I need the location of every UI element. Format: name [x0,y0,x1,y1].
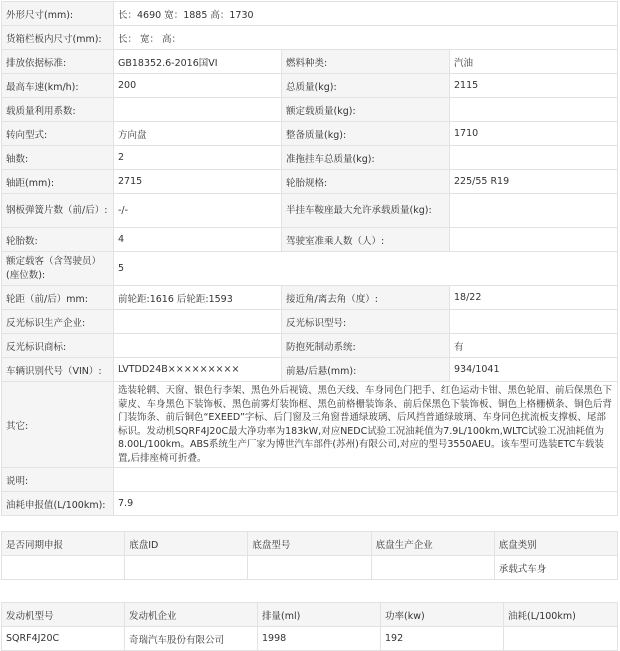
rated-passengers-value: 5 [114,252,618,286]
axles-label: 轴数: [2,146,114,170]
chassis-cell-sync [2,556,125,580]
chassis-table [1,531,618,580]
cab-passengers-label: 驾驶室准乘人数（人）: [282,228,450,252]
approach-angle-value: 18/22 [450,286,618,310]
table-row [2,74,618,98]
load-coeff-label: 载质量利用系数: [2,98,114,122]
chassis-header-sync: 是否同期申报 [2,532,125,556]
table-row [2,2,618,26]
reflector-model-label: 反光标识型号: [282,310,450,334]
fuel-declared-label: 油耗申报值(L/100km): [2,492,114,516]
trailer-mass-value [450,146,618,170]
table-row [2,382,618,468]
overhang-label: 前悬/后悬(mm): [282,358,450,382]
table-row [2,170,618,194]
table-row [2,334,618,358]
semi-trailer-load-value [450,194,618,228]
trailer-mass-label: 准拖挂车总质量(kg): [282,146,450,170]
other-value: 选装轮辋、天窗、银色行李架、黑色外后视镜、黑色天线、车身同色门把手、红色运动卡钳、黑色轮眉、前后保黑色下蒙皮、车身黑色下装饰板、黑色前雾灯装饰框、黑色前格栅装饰条、前后保黑色下装饰板、铜色上格栅横条、铜色后背门装饰条、前后铜色“EXEED”字标、后门窗及三角窗普通绿玻璃、后风挡普通绿玻璃、车身同色扰流板支撑板、尾部标识。发动机SQRF4J20C最大净功率为183kW,对应NEDC试验工况油耗值为7.9L/100km,WLTC试验工况油耗值为8.00L/100km。ABS系统生产厂家为博世汽车部件(苏州)有限公司,对应的型号3550AEU。该车型可选装ETC车载装置,后排座椅可折叠。 [114,382,618,468]
leaf-springs-label: 钢板弹簧片数（前/后）: [2,194,114,228]
table-header-row [2,532,618,556]
axles-value: 2 [114,146,282,170]
total-mass-value: 2115 [450,74,618,98]
engine-header-power: 功率(kw) [381,603,504,627]
cab-passengers-value [450,228,618,252]
semi-trailer-load-label: 半挂车鞍座最大允许承载质量(kg): [282,194,450,228]
table-row [2,98,618,122]
approach-angle-label: 接近角/离去角（度）: [282,286,450,310]
table-row [2,26,618,50]
table-row [2,50,618,74]
wheelbase-value: 2715 [114,170,282,194]
vehicle-params-table [1,1,618,516]
overhang-value: 934/1041 [450,358,618,382]
table-row [2,358,618,382]
table-row [2,492,618,516]
total-mass-label: 总质量(kg): [282,74,450,98]
outer-size-label: 外形尺寸(mm): [2,2,114,26]
table-row [2,146,618,170]
reflector-maker-value [114,310,282,334]
rated-passengers-label: 额定载客（含驾驶员）(座位数): [2,252,114,286]
engine-cell-fuel [504,627,618,651]
table-row [2,252,618,286]
emission-std-label: 排放依据标准: [2,50,114,74]
chassis-header-id: 底盘ID [125,532,248,556]
engine-table [1,602,618,651]
table-row [2,627,618,651]
table-row [2,310,618,334]
tire-spec-label: 轮胎规格: [282,170,450,194]
fuel-type-value: 汽油 [450,50,618,74]
curb-mass-value: 1710 [450,122,618,146]
reflector-model-value [450,310,618,334]
remarks-value [114,468,618,492]
table-row [2,122,618,146]
tire-count-value: 4 [114,228,282,252]
engine-cell-maker: 奇瑞汽车股份有限公司 [125,627,258,651]
max-speed-value: 200 [114,74,282,98]
chassis-header-maker: 底盘生产企业 [371,532,494,556]
cargo-size-label: 货箱栏板内尺寸(mm): [2,26,114,50]
cargo-size-value: 长： 宽： 高： [114,26,618,50]
max-speed-label: 最高车速(km/h): [2,74,114,98]
vin-value: LVTDD24B××××××××× [114,358,282,382]
reflector-maker-label: 反光标识生产企业: [2,310,114,334]
chassis-cell-model [248,556,371,580]
tire-count-label: 轮胎数: [2,228,114,252]
track-value: 前轮距:1616 后轮距:1593 [114,286,282,310]
chassis-cell-maker [371,556,494,580]
fuel-type-label: 燃料种类: [282,50,450,74]
engine-cell-model: SQRF4J20C [2,627,125,651]
rated-load-value [450,98,618,122]
engine-header-maker: 发动机企业 [125,603,258,627]
chassis-cell-type: 承载式车身 [494,556,617,580]
steering-label: 转向型式: [2,122,114,146]
engine-cell-power: 192 [381,627,504,651]
engine-header-fuel: 油耗(L/100km) [504,603,618,627]
engine-header-model: 发动机型号 [2,603,125,627]
table-row [2,286,618,310]
table-row [2,228,618,252]
steering-value: 方向盘 [114,122,282,146]
table-header-row [2,603,618,627]
curb-mass-label: 整备质量(kg): [282,122,450,146]
rated-load-label: 额定载质量(kg): [282,98,450,122]
fuel-declared-value: 7.9 [114,492,618,516]
chassis-header-type: 底盘类别 [494,532,617,556]
wheelbase-label: 轴距(mm): [2,170,114,194]
reflector-brand-label: 反光标识商标: [2,334,114,358]
table-row [2,556,618,580]
emission-std-value: GB18352.6-2016国VI [114,50,282,74]
engine-header-displacement: 排量(ml) [258,603,381,627]
remarks-label: 说明: [2,468,114,492]
leaf-springs-value: -/- [114,194,282,228]
load-coeff-value [114,98,282,122]
table-row [2,194,618,228]
other-label: 其它: [2,382,114,468]
chassis-header-model: 底盘型号 [248,532,371,556]
abs-label: 防抱死制动系统: [282,334,450,358]
vin-label: 车辆识别代号（VIN）: [2,358,114,382]
engine-cell-displacement: 1998 [258,627,381,651]
abs-value: 有 [450,334,618,358]
chassis-cell-id [125,556,248,580]
outer-size-value: 长：4690 宽：1885 高：1730 [114,2,618,26]
reflector-brand-value [114,334,282,358]
table-row [2,468,618,492]
track-label: 轮距（前/后）mm: [2,286,114,310]
tire-spec-value: 225/55 R19 [450,170,618,194]
